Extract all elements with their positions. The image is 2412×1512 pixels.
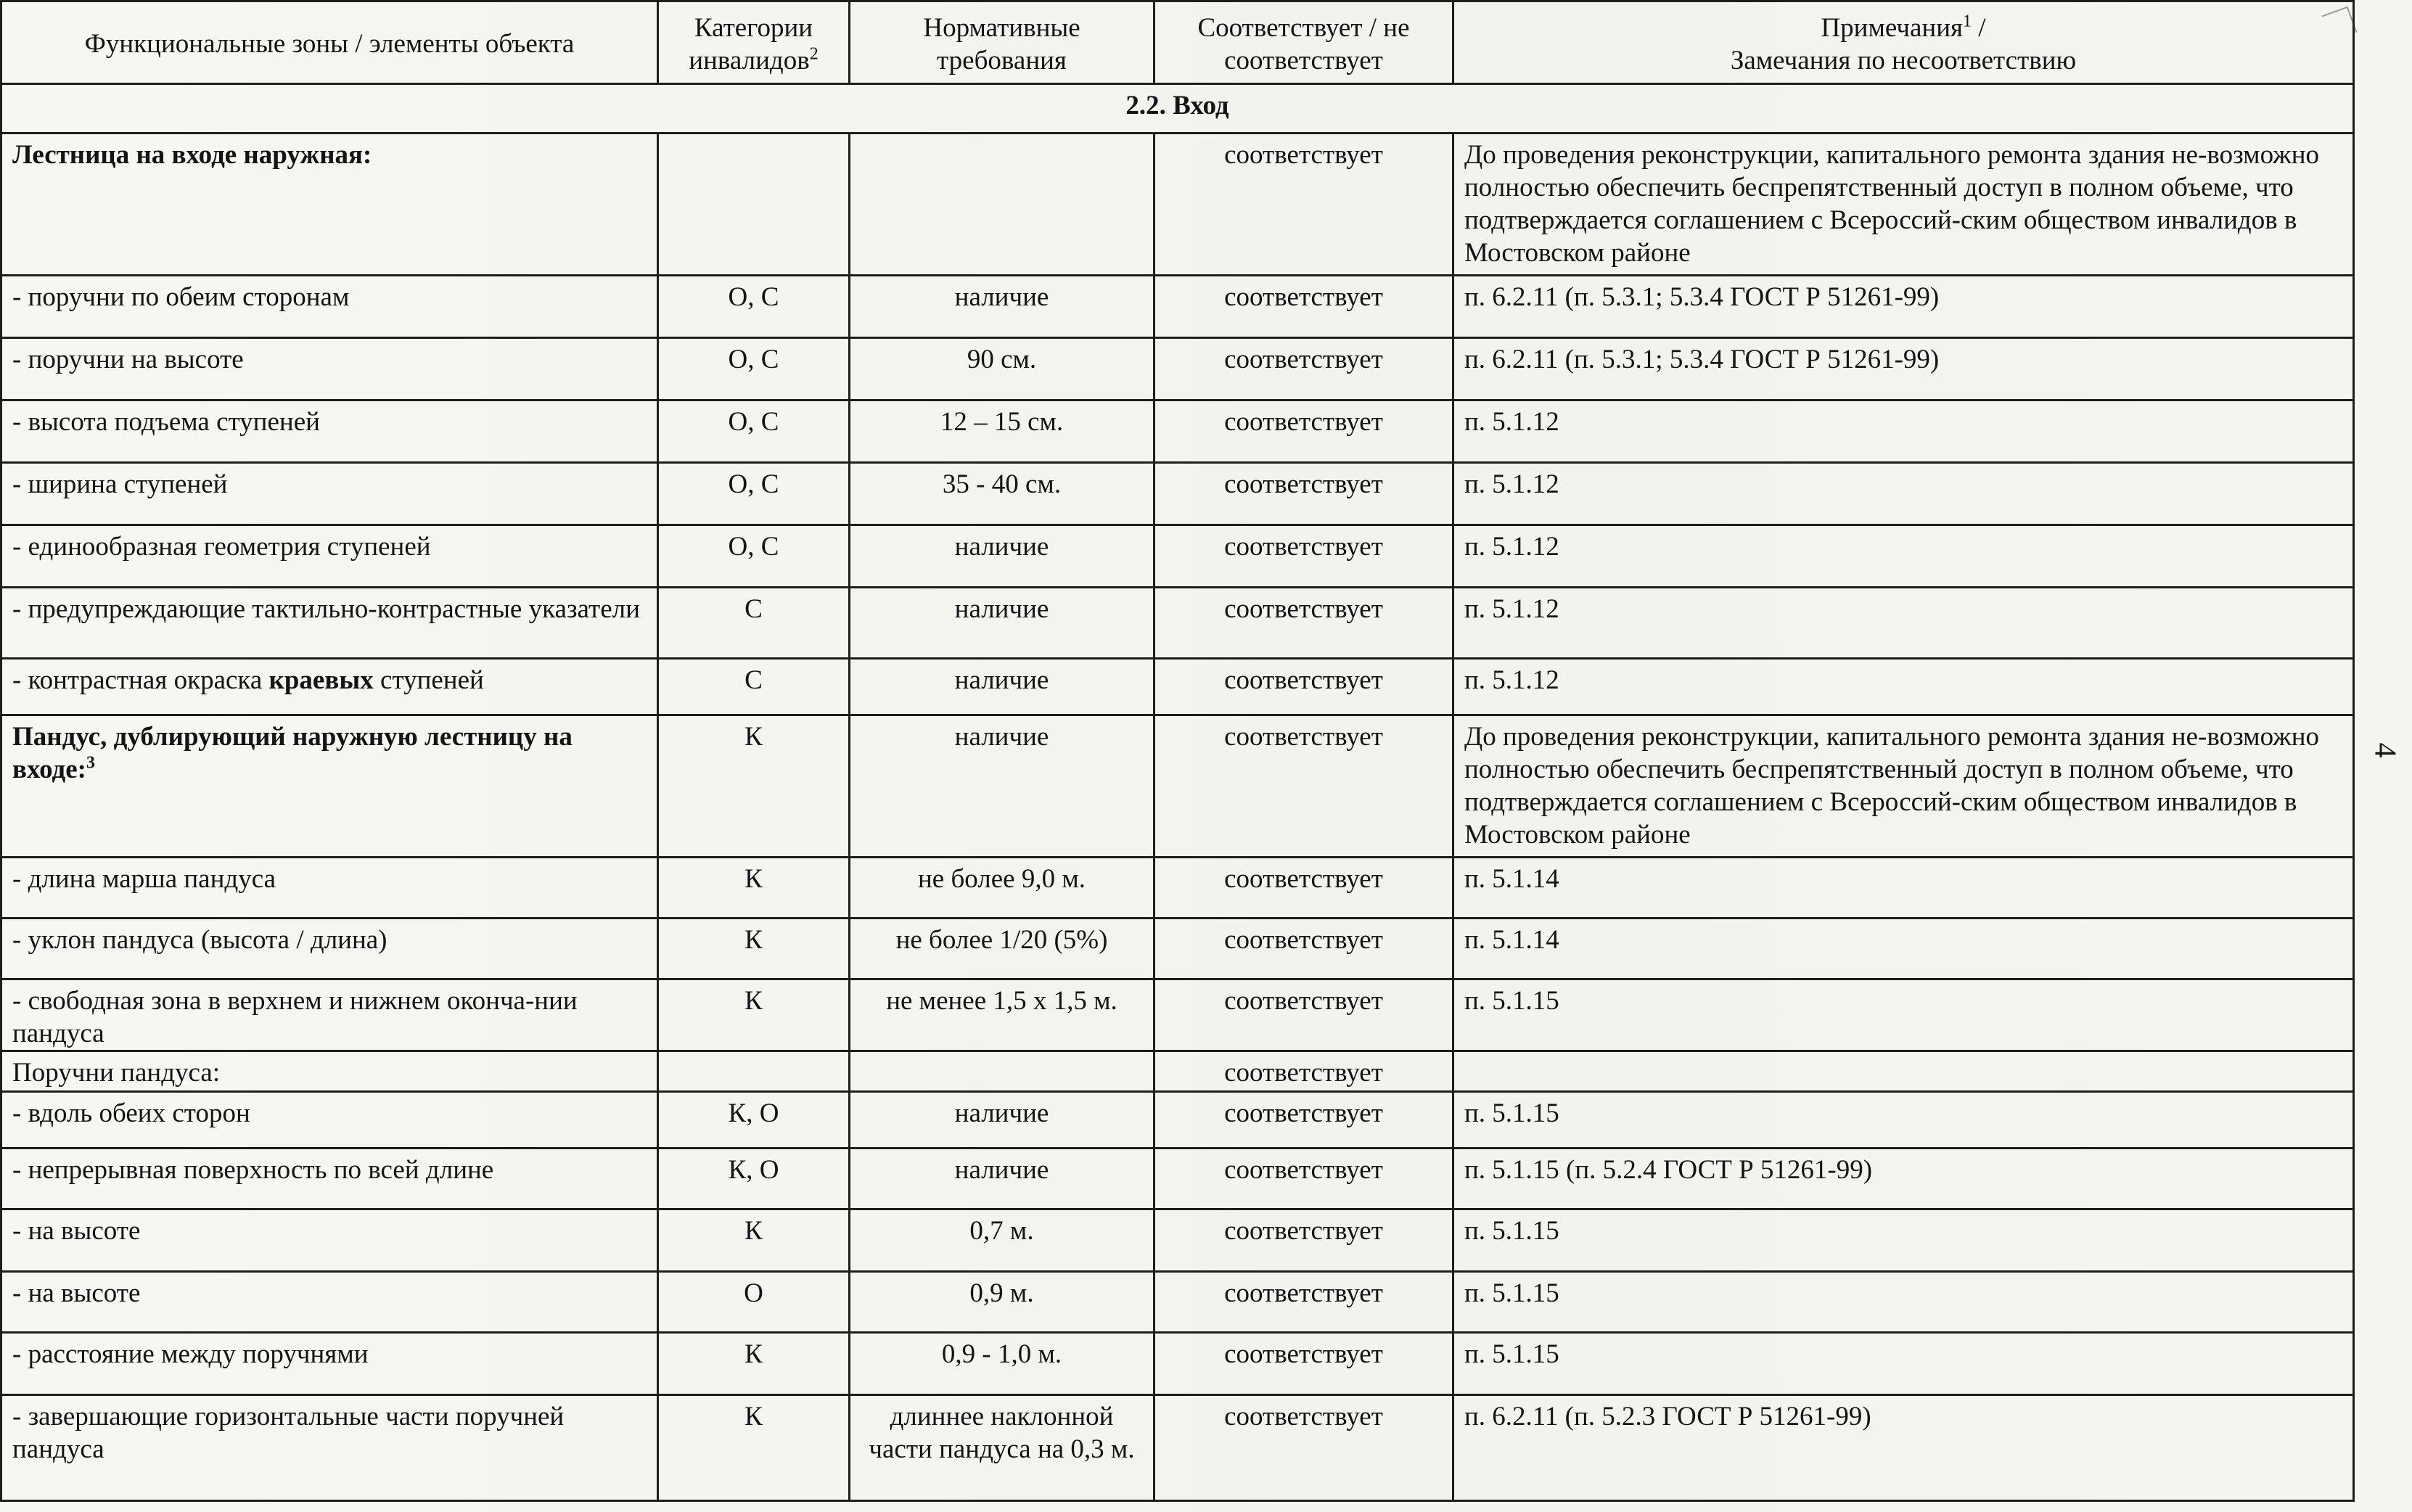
table-row [1, 1209, 2354, 1272]
footnote-2-mark: 2 [809, 44, 819, 64]
row-status: соответствует [1154, 1149, 1453, 1209]
row-norm: наличие [850, 525, 1154, 588]
row-element: - поручни на высоте [1, 338, 658, 400]
row-norm: наличие [850, 659, 1154, 715]
row-norm: не более 1/20 (5%) [850, 919, 1154, 979]
row-norm [850, 133, 1154, 276]
row-category [658, 1051, 850, 1092]
row-element: - завершающие горизонтальные части поручней пандуса [1, 1395, 658, 1501]
row-note: До проведения реконструкции, капитального ремонта здания не-возможно полностью обеспечить беспрепятственный доступ в полном объеме, что подтверждается соглашением с Всероссий-ским обществом инвалидов в Мостовском районе [1453, 133, 2354, 276]
row-element: - предупреждающие тактильно-контрастные указатели [1, 588, 658, 659]
row-note: До проведения реконструкции, капитального ремонта здания не-возможно полностью обеспечить беспрепятственный доступ в полном объеме, что подтверждается соглашением с Всероссий-ским обществом инвалидов в Мостовском районе [1453, 715, 2354, 858]
row-element: - на высоте [1, 1272, 658, 1333]
row-element: - непрерывная поверхность по всей длине [1, 1149, 658, 1209]
table-row [1, 715, 2354, 858]
row-status: соответствует [1154, 133, 1453, 276]
row-norm: наличие [850, 1149, 1154, 1209]
row-element: - единообразная геометрия ступеней [1, 525, 658, 588]
table-row [1, 1092, 2354, 1149]
row-category: К [658, 919, 850, 979]
page-number: 4 [2368, 742, 2402, 758]
table-row [1, 133, 2354, 276]
row-status: соответствует [1154, 1272, 1453, 1333]
row-norm: наличие [850, 588, 1154, 659]
table-row [1, 276, 2354, 338]
row-status: соответствует [1154, 659, 1453, 715]
row-note: п. 6.2.11 (п. 5.3.1; 5.3.4 ГОСТ Р 51261-99) [1453, 338, 2354, 400]
row-element: Поручни пандуса: [1, 1051, 658, 1092]
row-category: О, С [658, 400, 850, 463]
row-note [1453, 1051, 2354, 1092]
row-status: соответствует [1154, 338, 1453, 400]
row-note: п. 5.1.15 [1453, 1209, 2354, 1272]
footnote-3-mark: 3 [86, 753, 95, 773]
row-element: - контрастная окраска краевых ступеней [1, 659, 658, 715]
row-element: - на высоте [1, 1209, 658, 1272]
row-status: соответствует [1154, 463, 1453, 525]
table-row [1, 588, 2354, 659]
row-norm: наличие [850, 1092, 1154, 1149]
row-element: - ширина ступеней [1, 463, 658, 525]
row-element: - поручни по обеим сторонам [1, 276, 658, 338]
row-norm: не более 9,0 м. [850, 858, 1154, 919]
row-note: п. 5.1.14 [1453, 919, 2354, 979]
row-status: соответствует [1154, 919, 1453, 979]
row-element: - расстояние между поручнями [1, 1333, 658, 1395]
table-row [1, 1051, 2354, 1092]
row-element: Лестница на входе наружная: [1, 133, 658, 276]
row-note: п. 6.2.11 (п. 5.3.1; 5.3.4 ГОСТ Р 51261-99) [1453, 276, 2354, 338]
header-zones: Функциональные зоны / элементы объекта [1, 1, 658, 84]
row-status: соответствует [1154, 979, 1453, 1051]
table-row [1, 1395, 2354, 1501]
row-category: К, О [658, 1092, 850, 1149]
row-element: - свободная зона в верхнем и нижнем оконча-нии пандуса [1, 979, 658, 1051]
table-row [1, 338, 2354, 400]
table-row [1, 1272, 2354, 1333]
row-status: соответствует [1154, 276, 1453, 338]
row-status: соответствует [1154, 1092, 1453, 1149]
row-category: К [658, 979, 850, 1051]
section-row [1, 84, 2354, 133]
header-row [1, 1, 2354, 84]
row-category [658, 133, 850, 276]
table-row [1, 659, 2354, 715]
table-row [1, 919, 2354, 979]
row-element: Пандус, дублирующий наружную лестницу на входе:$^3$ [1, 715, 658, 858]
row-status: соответствует [1154, 1395, 1453, 1501]
row-norm: длиннее наклонной части пандуса на 0,3 м. [850, 1395, 1154, 1501]
row-note: п. 5.1.12 [1453, 463, 2354, 525]
row-norm [850, 1051, 1154, 1092]
table-row [1, 1333, 2354, 1395]
row-note: п. 5.1.15 (п. 5.2.4 ГОСТ Р 51261-99) [1453, 1149, 2354, 1209]
row-status: соответствует [1154, 525, 1453, 588]
row-norm: 35 - 40 см. [850, 463, 1154, 525]
section-title: 2.2. Вход [1, 84, 2354, 133]
header-categories: Категории инвалидов$^2$ [658, 1, 850, 84]
row-element: - уклон пандуса (высота / длина) [1, 919, 658, 979]
row-category: К [658, 1209, 850, 1272]
table-row [1, 858, 2354, 919]
row-category: О, С [658, 338, 850, 400]
row-category: К [658, 715, 850, 858]
row-category: О [658, 1272, 850, 1333]
table-row [1, 1149, 2354, 1209]
row-status: соответствует [1154, 588, 1453, 659]
row-norm: наличие [850, 715, 1154, 858]
table-row [1, 525, 2354, 588]
row-norm: 0,9 м. [850, 1272, 1154, 1333]
row-note: п. 6.2.11 (п. 5.2.3 ГОСТ Р 51261-99) [1453, 1395, 2354, 1501]
row-note: п. 5.1.15 [1453, 1092, 2354, 1149]
row-note: п. 5.1.15 [1453, 1333, 2354, 1395]
row-note: п. 5.1.12 [1453, 525, 2354, 588]
row-category: С [658, 659, 850, 715]
row-status: соответствует [1154, 1209, 1453, 1272]
table-row [1, 979, 2354, 1051]
row-category: К [658, 1395, 850, 1501]
row-category: К [658, 858, 850, 919]
table-row [1, 463, 2354, 525]
footnote-1-mark: 1 [1963, 12, 1972, 31]
row-category: О, С [658, 463, 850, 525]
row-norm: 90 см. [850, 338, 1154, 400]
row-status: соответствует [1154, 715, 1453, 858]
row-note: п. 5.1.12 [1453, 588, 2354, 659]
row-status: соответствует [1154, 1333, 1453, 1395]
row-note: п. 5.1.15 [1453, 1272, 2354, 1333]
row-status: соответствует [1154, 858, 1453, 919]
row-norm: не менее 1,5 х 1,5 м. [850, 979, 1154, 1051]
header-compliance: Соответствует / не соответствует [1154, 1, 1453, 84]
row-norm: 0,7 м. [850, 1209, 1154, 1272]
row-status: соответствует [1154, 1051, 1453, 1092]
row-norm: наличие [850, 276, 1154, 338]
row-norm: 0,9 - 1,0 м. [850, 1333, 1154, 1395]
row-category: К [658, 1333, 850, 1395]
row-element: - высота подъема ступеней [1, 400, 658, 463]
row-category: С [658, 588, 850, 659]
row-category: К, О [658, 1149, 850, 1209]
row-note: п. 5.1.12 [1453, 659, 2354, 715]
row-note: п. 5.1.12 [1453, 400, 2354, 463]
header-notes: Примечания$^1$ / Замечания по несоответствию [1453, 1, 2354, 84]
table-row [1, 400, 2354, 463]
row-note: п. 5.1.14 [1453, 858, 2354, 919]
row-note: п. 5.1.15 [1453, 979, 2354, 1051]
row-status: соответствует [1154, 400, 1453, 463]
row-category: О, С [658, 276, 850, 338]
row-element: - вдоль обеих сторон [1, 1092, 658, 1149]
row-element: - длина марша пандуса [1, 858, 658, 919]
header-norms: Нормативные требования [850, 1, 1154, 84]
row-category: О, С [658, 525, 850, 588]
row-norm: 12 – 15 см. [850, 400, 1154, 463]
